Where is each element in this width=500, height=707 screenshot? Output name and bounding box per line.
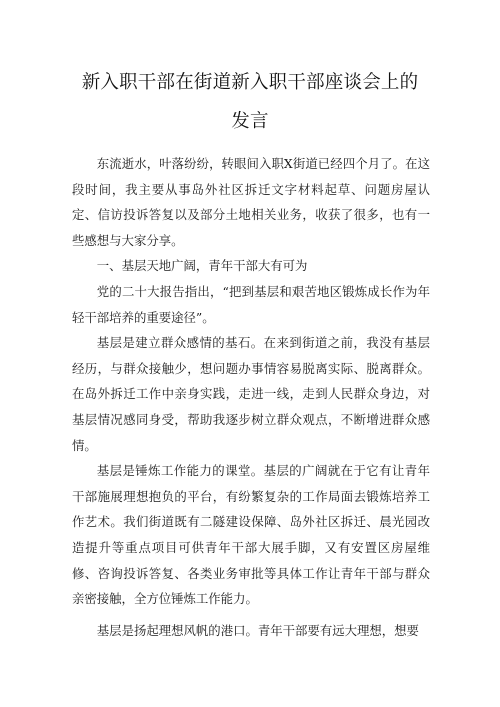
paragraph-harbor: 基层是扬起理想风帆的港口。青年干部要有远大理想，想要 (96, 622, 419, 638)
paragraph-classroom: 基层是锤炼工作能力的课堂。基层的广阔就在于它有让青年干部施展理想抱负的平台，有纷繁复杂的工作局面去锻炼培养工作艺术。我们街道既有二隧建设保障、岛外社区拆迁、晨光园改造提升等重点项目可供青年干部大展手脚，又有安置区房屋维修、咨询投诉答复、各类业务审批等具体工作让青年干部与群众亲密接触，全方位锤炼工作能力。 (72, 463, 430, 607)
paragraph-foundation: 基层是建立群众感情的基石。在来到街道之前，我没有基层经历，与群众接触少，想问题办事情容易脱离实际、脱离群众。在岛外拆迁工作中亲身实践，走进一线，走到人民群众身边，对基层情况感同身受，帮助我逐步树立群众观点，不断增进群众感情。 (72, 335, 430, 453)
paragraph-quote: 党的二十大报告指出，“把到基层和艰苦地区锻炼成长作为年轻干部培养的重要途径”。 (72, 283, 430, 325)
section-heading: 一、基层天地广阔，青年干部大有可为 (96, 258, 308, 274)
paragraph-intro: 东流逝水，叶落纷纷，转眼间入职X街道已经四个月了。在这段时间，我主要从事岛外社区拆迁文字材料起草、问题房屋认定、信访投诉答复以及部分土地相关业务，收获了很多，也有一些感想与大家分享。 (72, 156, 430, 248)
document-body (72, 151, 430, 643)
document-title-line-1: 新入职干部在街道新入职干部座谈会上的 (81, 72, 419, 93)
document-title-line-2: 发言 (231, 111, 269, 132)
